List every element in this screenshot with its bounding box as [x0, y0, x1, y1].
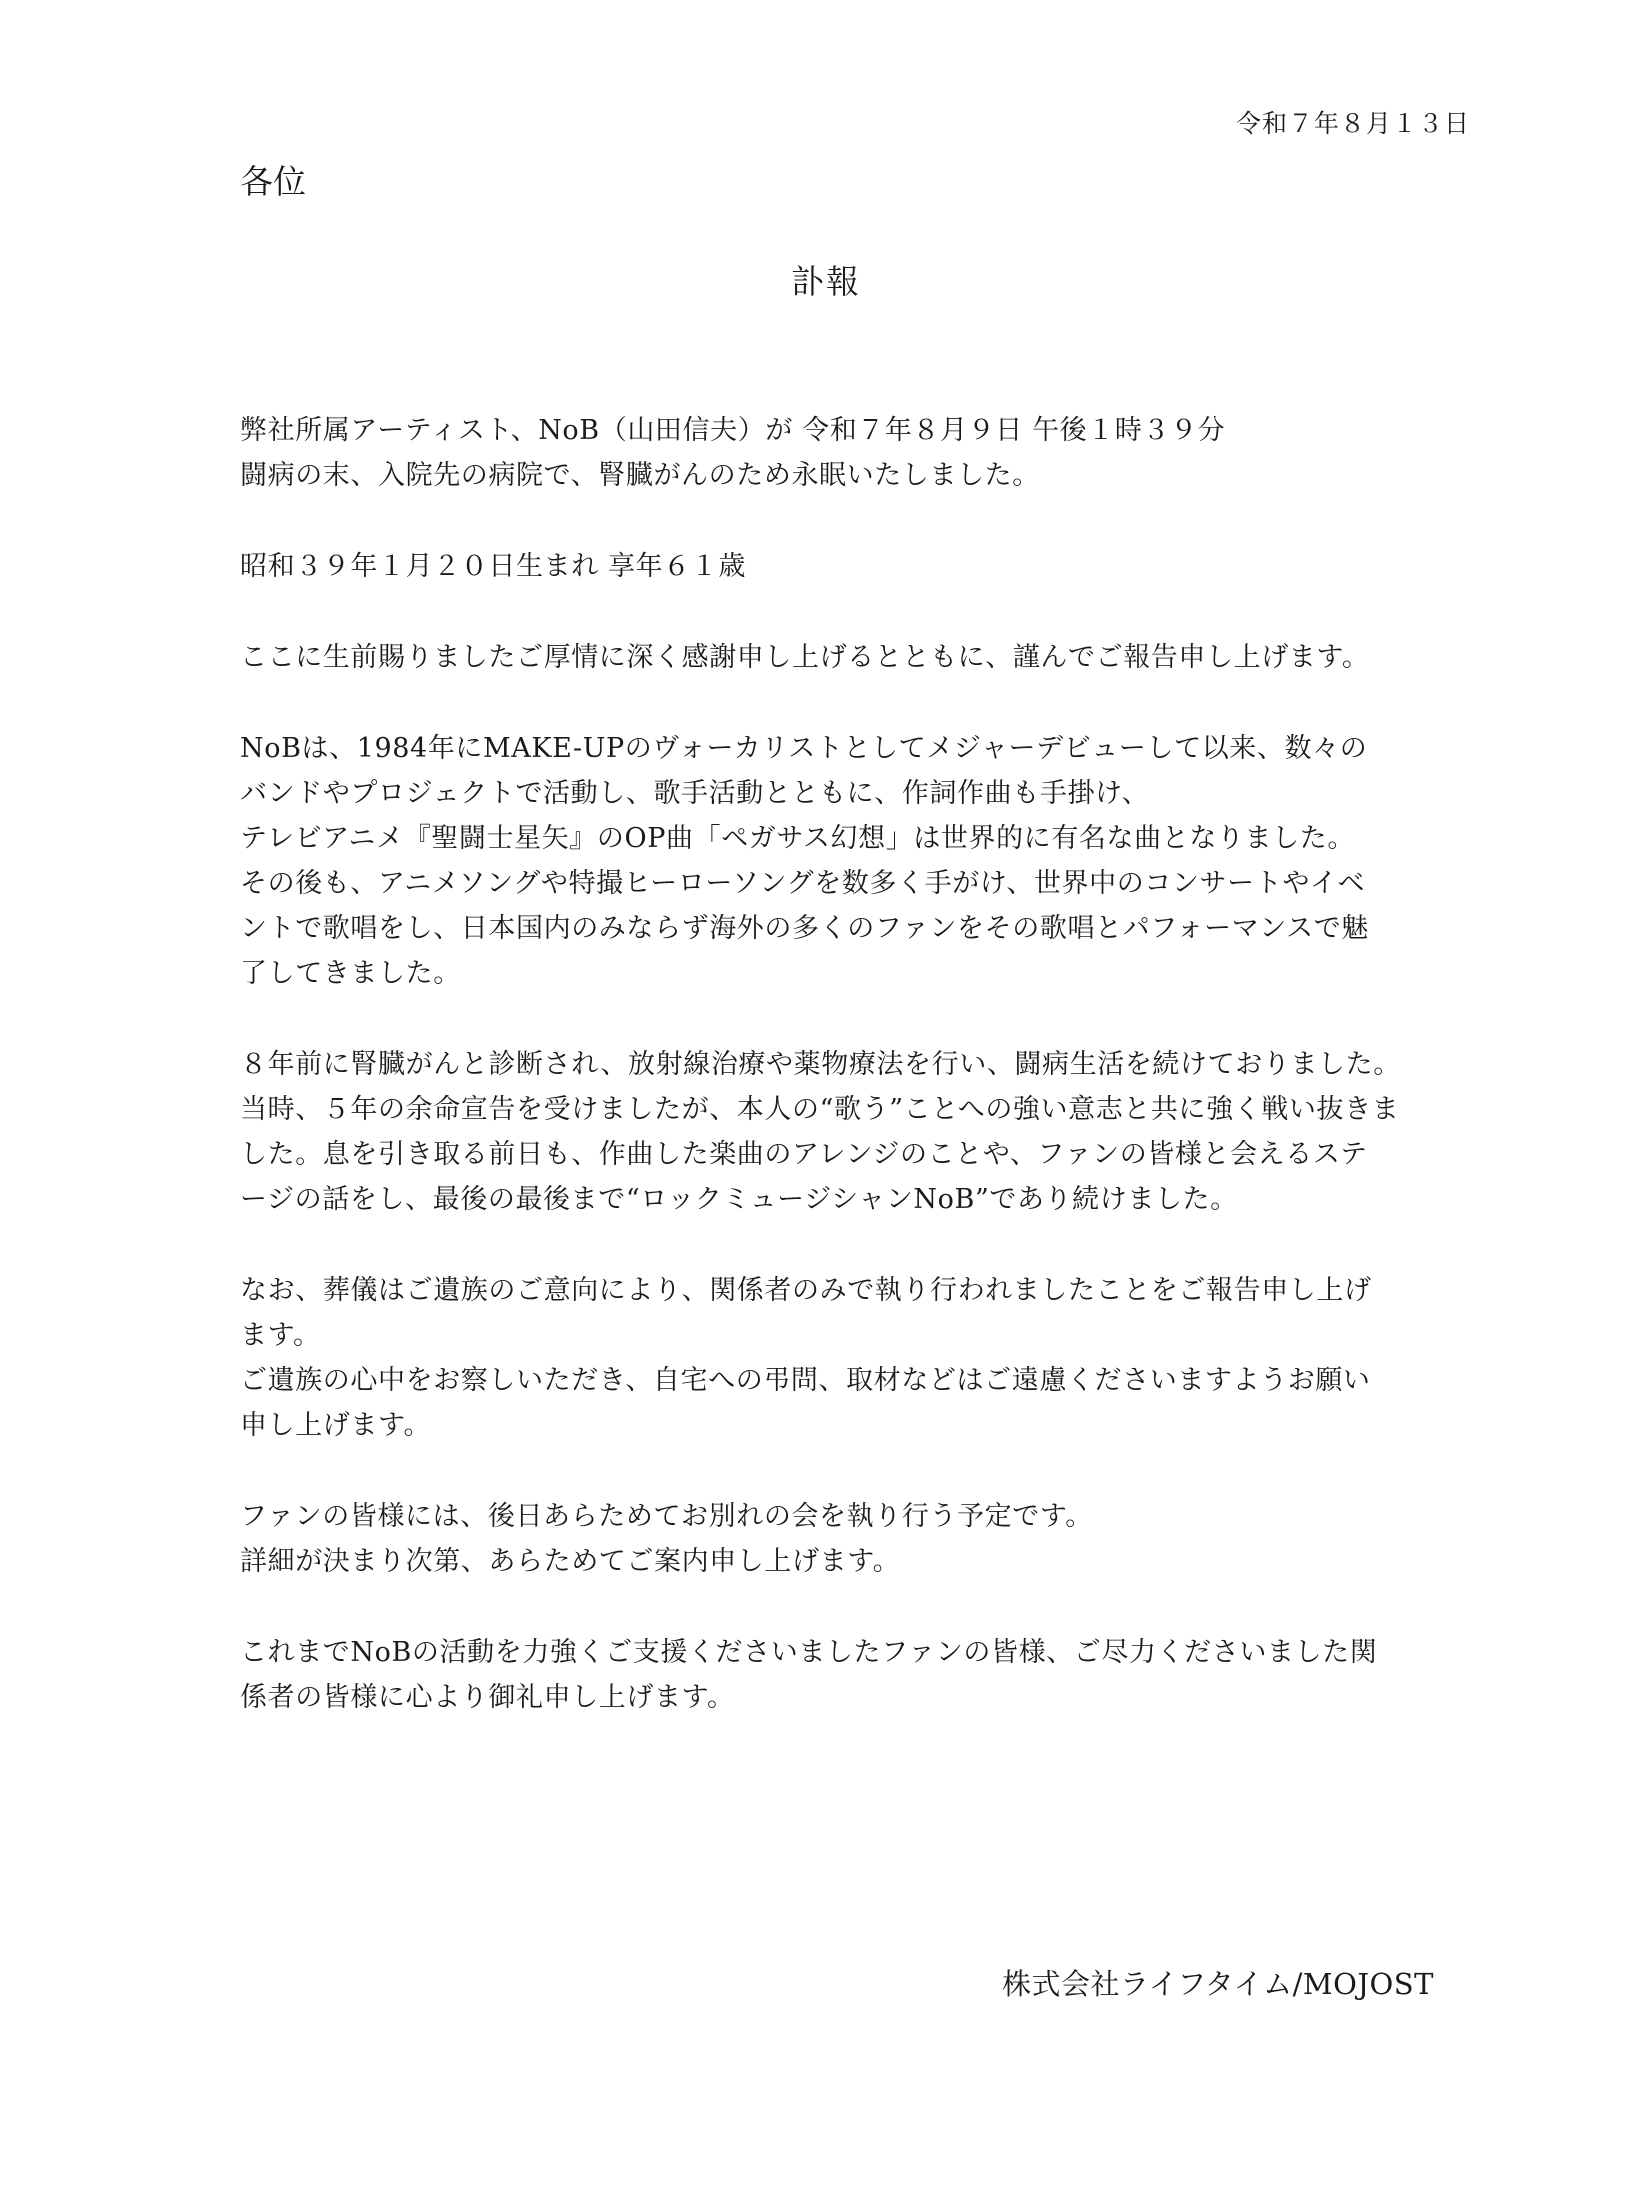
document-body: [240, 408, 1470, 1766]
paragraph-thanks: [240, 1630, 1470, 1720]
paragraph-farewell-event: [240, 1494, 1470, 1584]
text-line: 弊社所属アーティスト、NoB（山田信夫）が 令和７年８月９日 午後１時３９分: [240, 415, 1226, 446]
text-line: その後も、アニメソングや特撮ヒーローソングを数多く手がけ、世界中のコンサートやイベ: [240, 868, 1366, 899]
text-line: 申し上げます。: [240, 1410, 432, 1441]
text-line: テレビアニメ『聖闘士星矢』のOP曲「ペガサス幻想」は世界的に有名な曲となりました。: [240, 823, 1355, 854]
document-title: 訃報: [791, 262, 861, 301]
paragraph-illness: [240, 1042, 1470, 1222]
text-line: 係者の皆様に心より御礼申し上げます。: [240, 1682, 735, 1713]
paragraph-funeral: [240, 1268, 1470, 1448]
salutation: 各位: [240, 162, 306, 201]
text-line: なお、葬儀はご遺族のご意向により、関係者のみで執り行われましたことをご報告申し上げ: [240, 1275, 1372, 1306]
text-line: ご遺族の心中をお察しいただき、自宅への弔問、取材などはご遠慮くださいますようお願い: [240, 1365, 1371, 1396]
text-line: 詳細が決まり次第、あらためてご案内申し上げます。: [240, 1546, 901, 1577]
text-line: ここに生前賜りましたご厚情に深く感謝申し上げるとともに、謹んでご報告申し上げます。: [240, 642, 1370, 673]
text-line: ージの話をし、最後の最後まで“ロックミュージシャンNoB”であり続けました。: [240, 1184, 1238, 1215]
text-line: 闘病の末、入院先の病院で、腎臓がんのため永眠いたしました。: [240, 460, 1040, 491]
text-line: ントで歌唱をし、日本国内のみならず海外の多くのファンをその歌唱とパフォーマンスで魅: [240, 913, 1369, 944]
document-date: 令和７年８月１３日: [1235, 109, 1470, 138]
paragraph-birth-age: [240, 544, 1470, 589]
company-signature: 株式会社ライフタイム/MOJOST: [1002, 1967, 1434, 2001]
text-line: した。息を引き取る前日も、作曲した楽曲のアレンジのことや、ファンの皆様と会えるステ: [240, 1139, 1368, 1170]
text-line: 当時、５年の余命宣告を受けましたが、本人の“歌う”ことへの強い意志と共に強く戦い抜きま: [240, 1094, 1400, 1125]
text-line: ８年前に腎臓がんと診断され、放射線治療や薬物療法を行い、闘病生活を続けておりました。: [240, 1049, 1401, 1080]
text-line: NoBは、1984年にMAKE-UPのヴォーカリストとしてメジャーデビューして以来、数々の: [240, 733, 1368, 764]
paragraph-announcement: [240, 408, 1470, 498]
text-line: 昭和３９年１月２０日生まれ 享年６１歳: [240, 551, 746, 582]
text-line: ファンの皆様には、後日あらためてお別れの会を執り行う予定です。: [240, 1501, 1093, 1532]
paragraph-gratitude: [240, 635, 1470, 680]
paragraph-career: [240, 726, 1470, 996]
text-line: これまでNoBの活動を力強くご支援くださいましたファンの皆様、ご尽力くださいました関: [240, 1637, 1378, 1668]
text-line: バンドやプロジェクトで活動し、歌手活動とともに、作詞作曲も手掛け、: [240, 778, 1150, 809]
text-line: 了してきました。: [240, 958, 461, 989]
text-line: ます。: [240, 1320, 321, 1351]
